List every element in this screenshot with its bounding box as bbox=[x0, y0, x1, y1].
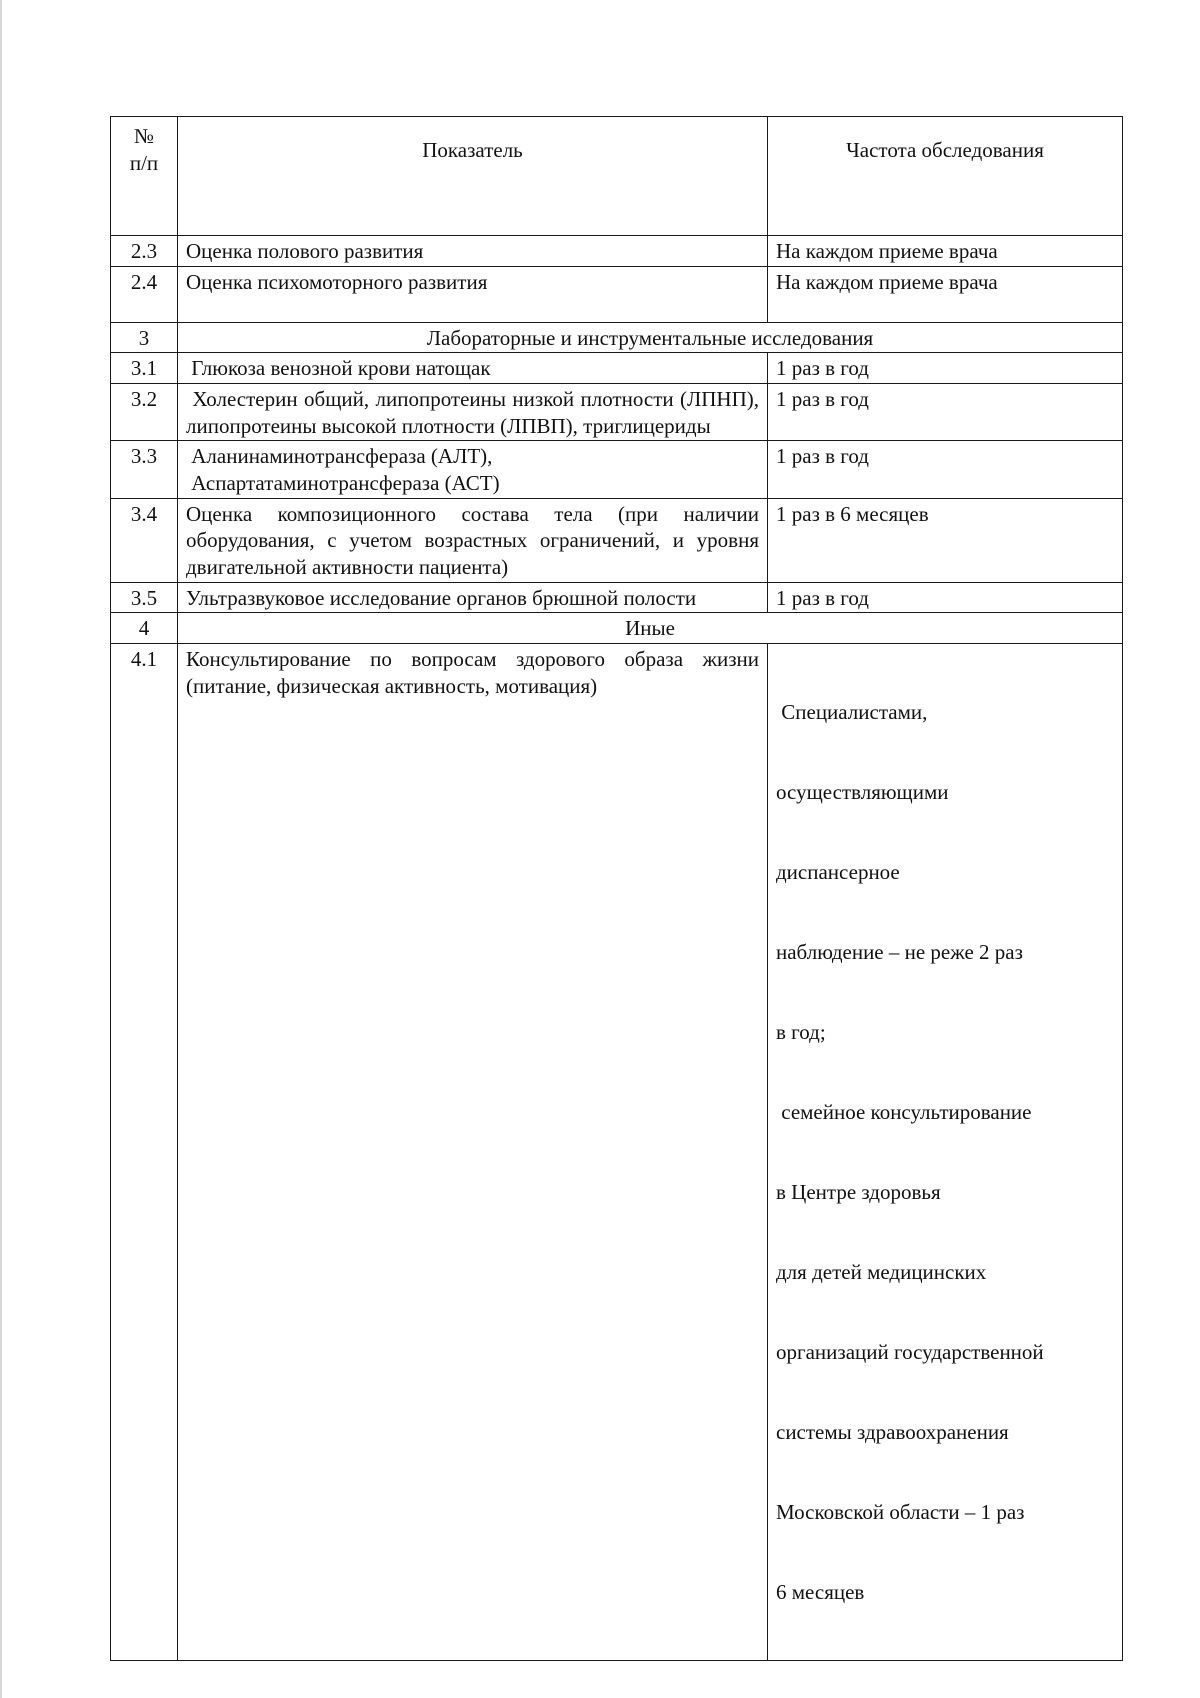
table-row bbox=[111, 266, 1123, 322]
frequency-line: в год; bbox=[776, 1020, 826, 1045]
table-row bbox=[111, 582, 1123, 613]
header-number: № п/п bbox=[111, 117, 178, 236]
section-title: Лабораторные и инструментальные исследования bbox=[178, 322, 1123, 353]
row-number: 2.4 bbox=[111, 266, 178, 322]
section-title: Иные bbox=[178, 613, 1123, 644]
frequency-line: в Центре здоровья bbox=[776, 1180, 941, 1204]
row-number: 3.4 bbox=[111, 498, 178, 582]
row-indicator: Аланинаминотрансфераза (АЛТ), Аспартатаминотрансфераза (АСТ) bbox=[178, 441, 768, 498]
row-frequency: На каждом приеме врача bbox=[768, 266, 1123, 322]
header-indicator: Показатель bbox=[178, 117, 768, 236]
frequency-line: Московской области – 1 раз bbox=[776, 1499, 1025, 1524]
row-frequency: 1 раз в год bbox=[768, 353, 1123, 384]
row-number: 3.3 bbox=[111, 441, 178, 498]
section-number: 4 bbox=[111, 613, 178, 644]
row-frequency: На каждом приеме врача bbox=[768, 236, 1123, 267]
section-row bbox=[111, 322, 1123, 353]
row-frequency: 1 раз в год bbox=[768, 582, 1123, 613]
frequency-line: системы здравоохранения bbox=[776, 1419, 1009, 1444]
row-frequency bbox=[768, 643, 1123, 1660]
frequency-line: семейное консультирование bbox=[776, 1100, 1032, 1125]
row-indicator: Холестерин общий, липопротеины низкой плотности (ЛПНП), липопротеины высокой плотности (ЛПВП), триглицериды bbox=[178, 383, 768, 440]
row-frequency: 1 раз в год bbox=[768, 441, 1123, 498]
row-indicator: Ультразвуковое исследование органов брюшной полости bbox=[178, 582, 768, 613]
section-row bbox=[111, 613, 1123, 644]
table-row bbox=[111, 383, 1123, 440]
row-indicator: Оценка композиционного состава тела (при наличии оборудования, с учетом возрастных ограничений, и уровня двигательной активности пациента) bbox=[178, 498, 768, 582]
frequency-line: организаций государственной bbox=[776, 1339, 1044, 1364]
row-indicator: Консультирование по вопросам здорового образа жизни (питание, физическая активность, мотивация) bbox=[178, 643, 768, 1660]
row-indicator: Оценка полового развития bbox=[178, 236, 768, 267]
header-frequency: Частота обследования bbox=[768, 117, 1123, 236]
table-row bbox=[111, 236, 1123, 267]
row-indicator: Оценка психомоторного развития bbox=[178, 266, 768, 322]
table-row bbox=[111, 441, 1123, 498]
frequency-line: для детей медицинских bbox=[776, 1259, 987, 1284]
row-number: 2.3 bbox=[111, 236, 178, 267]
table-header-row bbox=[111, 117, 1123, 236]
row-number: 3.1 bbox=[111, 353, 178, 384]
page-left-edge bbox=[0, 0, 2, 1698]
row-frequency: 1 раз в год bbox=[768, 383, 1123, 440]
table-row bbox=[111, 498, 1123, 582]
frequency-line: Специалистами, bbox=[776, 700, 928, 725]
table-row bbox=[111, 353, 1123, 384]
row-indicator: Глюкоза венозной крови натощак bbox=[178, 353, 768, 384]
table-row bbox=[111, 643, 1123, 1660]
frequency-line: наблюдение – не реже 2 раз bbox=[776, 940, 1023, 965]
frequency-line: 6 месяцев bbox=[776, 1579, 865, 1604]
examination-table bbox=[110, 116, 1123, 1661]
row-number: 3.2 bbox=[111, 383, 178, 440]
section-number: 3 bbox=[111, 322, 178, 353]
row-number: 4.1 bbox=[111, 643, 178, 1660]
frequency-line: осуществляющими bbox=[776, 780, 949, 805]
frequency-line: диспансерное bbox=[776, 860, 900, 885]
row-frequency: 1 раз в 6 месяцев bbox=[768, 498, 1123, 582]
row-number: 3.5 bbox=[111, 582, 178, 613]
